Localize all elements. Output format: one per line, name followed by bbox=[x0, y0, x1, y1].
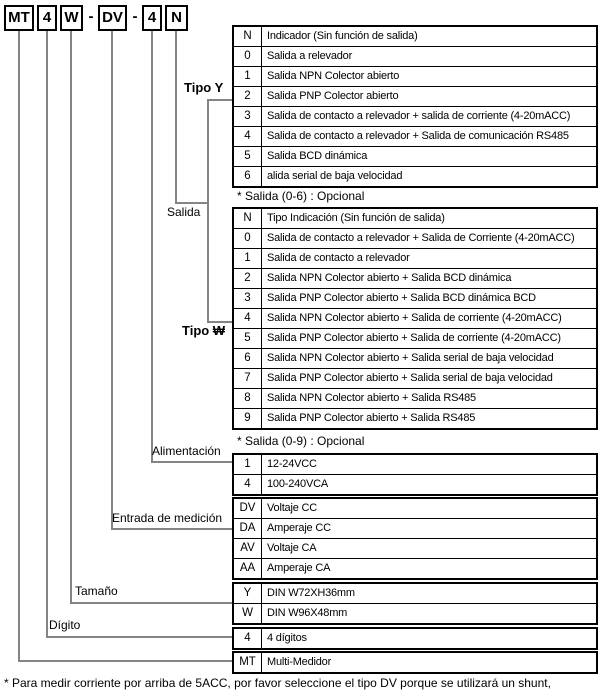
connector-line-size bbox=[70, 31, 72, 604]
table-row bbox=[234, 348, 596, 368]
description-cell: Tipo Indicación (Sin función de salida) bbox=[267, 212, 445, 224]
description-cell: Amperaje CC bbox=[267, 522, 331, 534]
code-separator: - bbox=[88, 8, 94, 25]
code-cell: Y bbox=[234, 584, 262, 603]
connector-line-mt bbox=[18, 660, 232, 662]
table-row bbox=[234, 46, 596, 66]
table-row bbox=[234, 499, 596, 518]
code-cell: 0 bbox=[234, 229, 262, 248]
code-cell: 9 bbox=[234, 409, 262, 428]
footer-note: * Para medir corriente por arriba de 5ACC, por favor seleccione el tipo DV porque se utilizará un shunt, bbox=[4, 676, 551, 690]
label-entrada-medicion: Entrada de medición bbox=[112, 511, 223, 525]
description-cell: DIN W72XH36mm bbox=[267, 587, 355, 599]
description-cell: alida serial de baja velocidad bbox=[267, 170, 403, 182]
label-salida: Salida bbox=[167, 205, 201, 219]
salida-tipo-y-table bbox=[232, 25, 598, 188]
description-cell: Multi-Medidor bbox=[267, 656, 332, 668]
code-segment-input: DV bbox=[98, 5, 127, 31]
table-row bbox=[234, 455, 596, 474]
code-cell: 5 bbox=[234, 147, 262, 166]
code-cell: DA bbox=[234, 519, 262, 538]
connector-line-power bbox=[151, 31, 153, 463]
code-cell: MT bbox=[234, 653, 262, 672]
code-cell: 1 bbox=[234, 67, 262, 86]
code-cell: 6 bbox=[234, 349, 262, 368]
code-cell: DV bbox=[234, 499, 262, 518]
table-row bbox=[234, 126, 596, 146]
table-row bbox=[234, 629, 596, 648]
table-row bbox=[234, 268, 596, 288]
code-cell: 7 bbox=[234, 369, 262, 388]
table-row bbox=[234, 166, 596, 186]
code-cell: 4 bbox=[234, 629, 262, 648]
table-row bbox=[234, 653, 596, 672]
code-segment-output: N bbox=[165, 5, 188, 31]
label-tipo-y: Tipo Y bbox=[184, 80, 224, 95]
table-row bbox=[234, 228, 596, 248]
description-cell: Voltaje CA bbox=[267, 542, 317, 554]
table-row bbox=[234, 209, 596, 228]
digito-table bbox=[232, 627, 598, 650]
description-cell: Voltaje CC bbox=[267, 502, 317, 514]
table-row bbox=[234, 27, 596, 46]
code-segment-digits: 4 bbox=[37, 5, 57, 31]
connector-line-output bbox=[175, 202, 209, 204]
description-cell: Salida NPN Colector abierto + Salida BCD dinámica bbox=[267, 272, 512, 284]
code-cell: 1 bbox=[234, 249, 262, 268]
description-cell: Salida PNP Colector abierto + Salida BCD dinámica BCD bbox=[267, 292, 536, 304]
code-segment-power: 4 bbox=[142, 5, 162, 31]
description-cell: DIN W96X48mm bbox=[267, 607, 348, 619]
code-cell: 0 bbox=[234, 47, 262, 66]
description-cell: Salida NPN Colector abierto + Salida RS485 bbox=[267, 392, 476, 404]
table-row bbox=[234, 558, 596, 578]
tamano-table bbox=[232, 582, 598, 625]
table-row bbox=[234, 474, 596, 494]
connector-line-tipo-y bbox=[207, 99, 232, 101]
description-cell: Salida de contacto a relevador bbox=[267, 252, 410, 264]
table-row bbox=[234, 538, 596, 558]
code-cell: N bbox=[234, 27, 262, 46]
code-cell: 4 bbox=[234, 475, 262, 494]
label-tipo-w: Tipo ₩ bbox=[182, 323, 226, 338]
connector-line-digit bbox=[46, 31, 48, 638]
table-row bbox=[234, 146, 596, 166]
entrada-medicion-table bbox=[232, 497, 598, 580]
description-cell: 4 dígitos bbox=[267, 632, 307, 644]
table-row bbox=[234, 603, 596, 623]
connector-line-output-branch bbox=[207, 99, 209, 323]
code-cell: 1 bbox=[234, 455, 262, 474]
connector-line-input bbox=[111, 31, 113, 530]
connector-line-digit bbox=[46, 636, 232, 638]
code-cell: 4 bbox=[234, 309, 262, 328]
code-cell: AV bbox=[234, 539, 262, 558]
multimedidor-table bbox=[232, 651, 598, 674]
table-row bbox=[234, 368, 596, 388]
connector-line-power bbox=[151, 461, 232, 463]
alimentacion-table bbox=[232, 453, 598, 496]
code-cell: AA bbox=[234, 559, 262, 578]
table-row bbox=[234, 518, 596, 538]
description-cell: Salida PNP Colector abierto + Salida RS485 bbox=[267, 412, 476, 424]
label-tamano: Tamaño bbox=[75, 584, 118, 598]
description-cell: Amperaje CA bbox=[267, 562, 331, 574]
connector-line-output bbox=[175, 31, 177, 204]
note-salida-0-6: * Salida (0-6) : Opcional bbox=[237, 189, 365, 203]
table-row bbox=[234, 388, 596, 408]
description-cell: Salida NPN Colector abierto + Salida serial de baja velocidad bbox=[267, 352, 554, 364]
description-cell: Salida de contacto a relevador + Salida de Corriente (4-20mACC) bbox=[267, 232, 575, 244]
connector-line-input bbox=[111, 528, 232, 530]
table-row bbox=[234, 66, 596, 86]
table-row bbox=[234, 248, 596, 268]
description-cell: Salida NPN Colector abierto + Salida de corriente (4-20mACC) bbox=[267, 312, 562, 324]
description-cell: Salida NPN Colector abierto bbox=[267, 70, 400, 82]
table-row bbox=[234, 328, 596, 348]
table-row bbox=[234, 86, 596, 106]
code-segment-mt: MT bbox=[4, 5, 34, 31]
code-cell: 3 bbox=[234, 107, 262, 126]
code-cell: 2 bbox=[234, 269, 262, 288]
code-cell: 5 bbox=[234, 329, 262, 348]
description-cell: Indicador (Sin función de salida) bbox=[267, 30, 418, 42]
description-cell: Salida PNP Colector abierto + Salida serial de baja velocidad bbox=[267, 372, 553, 384]
connector-line-mt bbox=[18, 31, 20, 662]
label-alimentacion: Alimentación bbox=[152, 444, 221, 458]
table-row bbox=[234, 106, 596, 126]
description-cell: 100-240VCA bbox=[267, 478, 328, 490]
description-cell: Salida PNP Colector abierto bbox=[267, 90, 399, 102]
note-salida-0-9: * Salida (0-9) : Opcional bbox=[237, 434, 365, 448]
code-separator: - bbox=[132, 8, 138, 25]
code-cell: W bbox=[234, 604, 262, 623]
salida-tipo-w-table bbox=[232, 207, 598, 430]
code-cell: 6 bbox=[234, 167, 262, 186]
connector-line-size bbox=[70, 602, 232, 604]
label-digito: Dígito bbox=[49, 618, 81, 632]
table-row bbox=[234, 408, 596, 428]
description-cell: Salida a relevador bbox=[267, 50, 353, 62]
code-cell: 8 bbox=[234, 389, 262, 408]
description-cell: 12-24VCC bbox=[267, 458, 317, 470]
code-cell: 2 bbox=[234, 87, 262, 106]
description-cell: Salida PNP Colector abierto + Salida de corriente (4-20mACC) bbox=[267, 332, 561, 344]
code-segment-size: W bbox=[60, 5, 83, 31]
table-row bbox=[234, 288, 596, 308]
code-cell: 3 bbox=[234, 289, 262, 308]
code-cell: 4 bbox=[234, 127, 262, 146]
table-row bbox=[234, 308, 596, 328]
description-cell: Salida de contacto a relevador + salida de corriente (4-20mACC) bbox=[267, 110, 571, 122]
table-row bbox=[234, 584, 596, 603]
description-cell: Salida BCD dinámica bbox=[267, 150, 368, 162]
code-cell: N bbox=[234, 209, 262, 228]
description-cell: Salida de contacto a relevador + Salida de comunicación RS485 bbox=[267, 130, 569, 142]
